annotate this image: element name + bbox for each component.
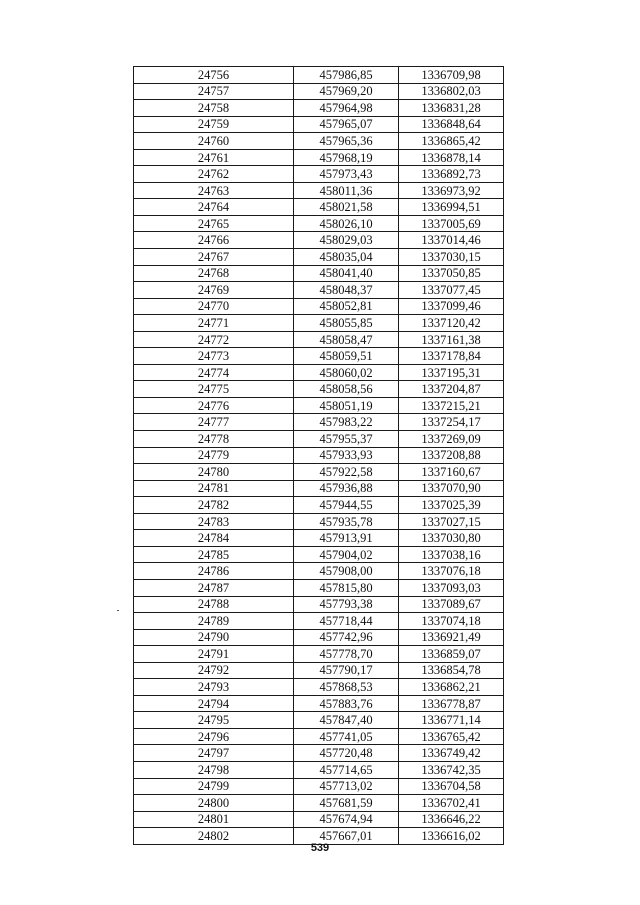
x-coordinate-cell: 458055,85 [294, 315, 399, 332]
point-id-cell: 24775 [134, 381, 294, 398]
y-coordinate-cell: 1337030,80 [399, 530, 504, 547]
y-coordinate-cell: 1337050,85 [399, 265, 504, 282]
y-coordinate-cell: 1336765,42 [399, 728, 504, 745]
y-coordinate-cell: 1337025,39 [399, 497, 504, 514]
y-coordinate-cell: 1336973,92 [399, 182, 504, 199]
point-id-cell: 24766 [134, 232, 294, 249]
table-row [134, 695, 504, 712]
x-coordinate-cell: 457720,48 [294, 745, 399, 762]
page-number: 539 [310, 842, 330, 854]
point-id-cell: 24797 [134, 745, 294, 762]
table-row [134, 811, 504, 828]
table-row [134, 133, 504, 150]
point-id-cell: 24779 [134, 447, 294, 464]
table-row [134, 249, 504, 266]
x-coordinate-cell: 458021,58 [294, 199, 399, 216]
point-id-cell: 24792 [134, 662, 294, 679]
point-id-cell: 24780 [134, 464, 294, 481]
point-id-cell: 24778 [134, 431, 294, 448]
point-id-cell: 24798 [134, 761, 294, 778]
table-row [134, 199, 504, 216]
point-id-cell: 24758 [134, 100, 294, 117]
point-id-cell: 24774 [134, 364, 294, 381]
point-id-cell: 24761 [134, 149, 294, 166]
x-coordinate-cell: 457973,43 [294, 166, 399, 183]
point-id-cell: 24773 [134, 348, 294, 365]
y-coordinate-cell: 1336742,35 [399, 761, 504, 778]
x-coordinate-cell: 457793,38 [294, 596, 399, 613]
x-coordinate-cell: 458058,56 [294, 381, 399, 398]
y-coordinate-cell: 1337215,21 [399, 397, 504, 414]
point-id-cell: 24791 [134, 646, 294, 663]
x-coordinate-cell: 457904,02 [294, 546, 399, 563]
x-coordinate-cell: 458051,19 [294, 397, 399, 414]
point-id-cell: 24769 [134, 282, 294, 299]
x-coordinate-cell: 457868,53 [294, 679, 399, 696]
x-coordinate-cell: 458048,37 [294, 282, 399, 299]
x-coordinate-cell: 457718,44 [294, 613, 399, 630]
point-id-cell: 24793 [134, 679, 294, 696]
y-coordinate-cell: 1337076,18 [399, 563, 504, 580]
table-row [134, 613, 504, 630]
x-coordinate-cell: 458041,40 [294, 265, 399, 282]
table-row [134, 100, 504, 117]
x-coordinate-cell: 457969,20 [294, 83, 399, 100]
x-coordinate-cell: 458035,04 [294, 249, 399, 266]
x-coordinate-cell: 457778,70 [294, 646, 399, 663]
x-coordinate-cell: 457944,55 [294, 497, 399, 514]
point-id-cell: 24786 [134, 563, 294, 580]
y-coordinate-cell: 1337254,17 [399, 414, 504, 431]
y-coordinate-cell: 1337099,46 [399, 298, 504, 315]
y-coordinate-cell: 1337070,90 [399, 480, 504, 497]
x-coordinate-cell: 457922,58 [294, 464, 399, 481]
x-coordinate-cell: 457986,85 [294, 67, 399, 84]
x-coordinate-cell: 457883,76 [294, 695, 399, 712]
table-row [134, 381, 504, 398]
table-row [134, 546, 504, 563]
y-coordinate-cell: 1336704,58 [399, 778, 504, 795]
x-coordinate-cell: 457955,37 [294, 431, 399, 448]
y-coordinate-cell: 1337178,84 [399, 348, 504, 365]
y-coordinate-cell: 1336878,14 [399, 149, 504, 166]
x-coordinate-cell: 457713,02 [294, 778, 399, 795]
point-id-cell: 24790 [134, 629, 294, 646]
point-id-cell: 24768 [134, 265, 294, 282]
table-row [134, 348, 504, 365]
y-coordinate-cell: 1336702,41 [399, 795, 504, 812]
point-id-cell: 24795 [134, 712, 294, 729]
y-coordinate-cell: 1337074,18 [399, 613, 504, 630]
x-coordinate-cell: 458011,36 [294, 182, 399, 199]
table-row [134, 662, 504, 679]
y-coordinate-cell: 1336771,14 [399, 712, 504, 729]
point-id-cell: 24772 [134, 331, 294, 348]
point-id-cell: 24756 [134, 67, 294, 84]
point-id-cell: 24776 [134, 397, 294, 414]
x-coordinate-cell: 458060,02 [294, 364, 399, 381]
x-coordinate-cell: 458029,03 [294, 232, 399, 249]
y-coordinate-cell: 1336749,42 [399, 745, 504, 762]
y-coordinate-cell: 1337014,46 [399, 232, 504, 249]
x-coordinate-cell: 457681,59 [294, 795, 399, 812]
point-id-cell: 24771 [134, 315, 294, 332]
y-coordinate-cell: 1336994,51 [399, 199, 504, 216]
y-coordinate-cell: 1337195,31 [399, 364, 504, 381]
y-coordinate-cell: 1336616,02 [399, 828, 504, 845]
y-coordinate-cell: 1336831,28 [399, 100, 504, 117]
table-row [134, 778, 504, 795]
y-coordinate-cell: 1336854,78 [399, 662, 504, 679]
table-row [134, 149, 504, 166]
y-coordinate-cell: 1337077,45 [399, 282, 504, 299]
y-coordinate-cell: 1336865,42 [399, 133, 504, 150]
y-coordinate-cell: 1337161,38 [399, 331, 504, 348]
point-id-cell: 24781 [134, 480, 294, 497]
point-id-cell: 24770 [134, 298, 294, 315]
table-row [134, 116, 504, 133]
y-coordinate-cell: 1336892,73 [399, 166, 504, 183]
table-row [134, 364, 504, 381]
table-row [134, 629, 504, 646]
table-row [134, 745, 504, 762]
point-id-cell: 24783 [134, 513, 294, 530]
point-id-cell: 24788 [134, 596, 294, 613]
point-id-cell: 24787 [134, 579, 294, 596]
table-row [134, 596, 504, 613]
table-row [134, 795, 504, 812]
table-row [134, 497, 504, 514]
x-coordinate-cell: 458026,10 [294, 215, 399, 232]
y-coordinate-cell: 1336778,87 [399, 695, 504, 712]
table-row [134, 315, 504, 332]
scan-speck [117, 610, 119, 611]
y-coordinate-cell: 1337027,15 [399, 513, 504, 530]
table-row [134, 530, 504, 547]
x-coordinate-cell: 457815,80 [294, 579, 399, 596]
y-coordinate-cell: 1337005,69 [399, 215, 504, 232]
y-coordinate-cell: 1337030,15 [399, 249, 504, 266]
table-row [134, 83, 504, 100]
x-coordinate-cell: 457965,36 [294, 133, 399, 150]
x-coordinate-cell: 457908,00 [294, 563, 399, 580]
point-id-cell: 24762 [134, 166, 294, 183]
x-coordinate-cell: 458052,81 [294, 298, 399, 315]
table-row [134, 298, 504, 315]
point-id-cell: 24760 [134, 133, 294, 150]
table-row [134, 414, 504, 431]
y-coordinate-cell: 1336802,03 [399, 83, 504, 100]
x-coordinate-cell: 457714,65 [294, 761, 399, 778]
point-id-cell: 24765 [134, 215, 294, 232]
table-row [134, 232, 504, 249]
table-row [134, 182, 504, 199]
y-coordinate-cell: 1337160,67 [399, 464, 504, 481]
x-coordinate-cell: 458059,51 [294, 348, 399, 365]
coordinates-table-body [134, 67, 504, 845]
point-id-cell: 24789 [134, 613, 294, 630]
point-id-cell: 24782 [134, 497, 294, 514]
x-coordinate-cell: 457933,93 [294, 447, 399, 464]
point-id-cell: 24763 [134, 182, 294, 199]
x-coordinate-cell: 457968,19 [294, 149, 399, 166]
table-row [134, 282, 504, 299]
point-id-cell: 24767 [134, 249, 294, 266]
table-row [134, 215, 504, 232]
point-id-cell: 24796 [134, 728, 294, 745]
table-row [134, 464, 504, 481]
table-row [134, 447, 504, 464]
coordinates-table [133, 66, 504, 845]
y-coordinate-cell: 1336859,07 [399, 646, 504, 663]
point-id-cell: 24801 [134, 811, 294, 828]
table-row [134, 712, 504, 729]
table-row [134, 67, 504, 84]
y-coordinate-cell: 1337204,87 [399, 381, 504, 398]
table-row [134, 331, 504, 348]
table-row [134, 728, 504, 745]
x-coordinate-cell: 457965,07 [294, 116, 399, 133]
x-coordinate-cell: 457936,88 [294, 480, 399, 497]
y-coordinate-cell: 1337269,09 [399, 431, 504, 448]
y-coordinate-cell: 1337093,03 [399, 579, 504, 596]
x-coordinate-cell: 457790,17 [294, 662, 399, 679]
table-row [134, 397, 504, 414]
point-id-cell: 24794 [134, 695, 294, 712]
x-coordinate-cell: 457913,91 [294, 530, 399, 547]
y-coordinate-cell: 1336848,64 [399, 116, 504, 133]
point-id-cell: 24764 [134, 199, 294, 216]
table-row [134, 679, 504, 696]
x-coordinate-cell: 457935,78 [294, 513, 399, 530]
point-id-cell: 24777 [134, 414, 294, 431]
table-row [134, 579, 504, 596]
table-row [134, 761, 504, 778]
x-coordinate-cell: 458058,47 [294, 331, 399, 348]
y-coordinate-cell: 1336709,98 [399, 67, 504, 84]
point-id-cell: 24799 [134, 778, 294, 795]
table-row [134, 563, 504, 580]
y-coordinate-cell: 1337208,88 [399, 447, 504, 464]
y-coordinate-cell: 1336921,49 [399, 629, 504, 646]
point-id-cell: 24757 [134, 83, 294, 100]
x-coordinate-cell: 457983,22 [294, 414, 399, 431]
point-id-cell: 24759 [134, 116, 294, 133]
point-id-cell: 24802 [134, 828, 294, 845]
point-id-cell: 24785 [134, 546, 294, 563]
x-coordinate-cell: 457847,40 [294, 712, 399, 729]
y-coordinate-cell: 1337089,67 [399, 596, 504, 613]
point-id-cell: 24784 [134, 530, 294, 547]
y-coordinate-cell: 1336646,22 [399, 811, 504, 828]
table-row [134, 431, 504, 448]
table-row [134, 265, 504, 282]
y-coordinate-cell: 1336862,21 [399, 679, 504, 696]
table-row [134, 166, 504, 183]
point-id-cell: 24800 [134, 795, 294, 812]
x-coordinate-cell: 457741,05 [294, 728, 399, 745]
y-coordinate-cell: 1337038,16 [399, 546, 504, 563]
table-row [134, 480, 504, 497]
y-coordinate-cell: 1337120,42 [399, 315, 504, 332]
table-row [134, 646, 504, 663]
table-row [134, 513, 504, 530]
x-coordinate-cell: 457742,96 [294, 629, 399, 646]
x-coordinate-cell: 457964,98 [294, 100, 399, 117]
x-coordinate-cell: 457667,01 [294, 828, 399, 845]
x-coordinate-cell: 457674,94 [294, 811, 399, 828]
